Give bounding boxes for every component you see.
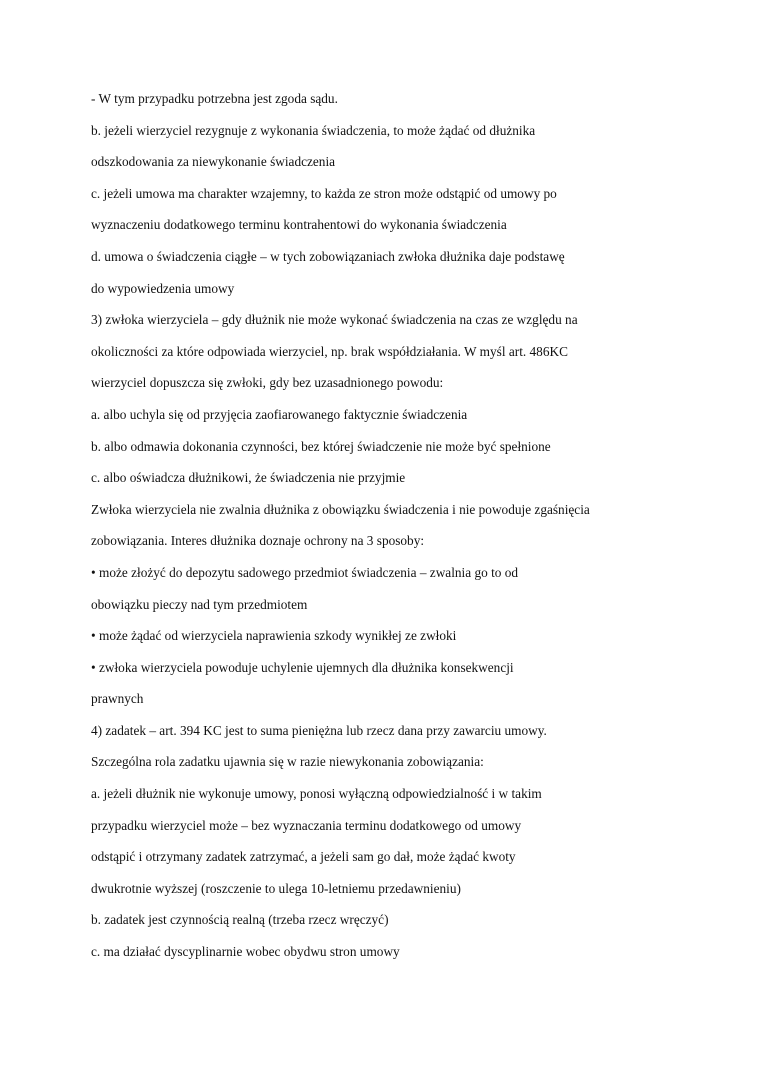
text-line: przypadku wierzyciel może – bez wyznaczania terminu dodatkowego od umowy <box>91 817 522 833</box>
text-line: • może żądać od wierzyciela naprawienia szkody wynikłej ze zwłoki <box>91 628 457 644</box>
text-line: dwukrotnie wyższej (roszczenie to ulega 10-letniemu przedawnieniu) <box>91 880 461 896</box>
text-line: zobowiązania. Interes dłużnika doznaje ochrony na 3 sposoby: <box>91 533 425 549</box>
text-line: b. zadatek jest czynnością realną (trzeba rzecz wręczyć) <box>91 912 389 928</box>
text-line: wierzyciel dopuszcza się zwłoki, gdy bez uzasadnionego powodu: <box>91 375 444 391</box>
text-line: a. albo uchyla się od przyjęcia zaofiarowanego faktycznie świadczenia <box>91 406 468 422</box>
text-line: c. ma działać dyscyplinarnie wobec obydwu stron umowy <box>91 944 400 960</box>
text-line: Szczególna rola zadatku ujawnia się w razie niewykonania zobowiązania: <box>91 754 484 770</box>
text-line: • może złożyć do depozytu sadowego przedmiot świadczenia – zwalnia go to od <box>91 564 519 580</box>
text-line: Zwłoka wierzyciela nie zwalnia dłużnika z obowiązku świadczenia i nie powoduje zgaśnięcia <box>91 501 590 517</box>
text-line: a. jeżeli dłużnik nie wykonuje umowy, ponosi wyłączną odpowiedzialność i w takim <box>91 786 542 802</box>
text-line: d. umowa o świadczenia ciągłe – w tych zobowiązaniach zwłoka dłużnika daje podstawę <box>91 248 565 264</box>
text-line: 3) zwłoka wierzyciela – gdy dłużnik nie może wykonać świadczenia na czas ze względu na <box>91 312 578 328</box>
text-line: c. albo oświadcza dłużnikowi, że świadczenia nie przyjmie <box>91 470 406 486</box>
text-line: odstąpić i otrzymany zadatek zatrzymać, a jeżeli sam go dał, może żądać kwoty <box>91 849 516 865</box>
text-line: • zwłoka wierzyciela powoduje uchylenie ujemnych dla dłużnika konsekwencji <box>91 659 514 675</box>
text-line: c. jeżeli umowa ma charakter wzajemny, to każda ze stron może odstąpić od umowy po <box>91 185 557 201</box>
text-line: odszkodowania za niewykonanie świadczenia <box>91 154 336 170</box>
text-line: obowiązku pieczy nad tym przedmiotem <box>91 596 308 612</box>
text-line: b. albo odmawia dokonania czynności, bez której świadczenie nie może być spełnione <box>91 438 551 454</box>
text-line: okoliczności za które odpowiada wierzyciel, np. brak współdziałania. W myśl art. 486KC <box>91 343 568 359</box>
document-body <box>91 89 691 974</box>
text-line: - W tym przypadku potrzebna jest zgoda sądu. <box>91 91 338 106</box>
text-line: 4) zadatek – art. 394 KC jest to suma pieniężna lub rzecz dana przy zawarciu umowy. <box>91 722 547 738</box>
text-line: prawnych <box>91 691 144 707</box>
text-line: wyznaczeniu dodatkowego terminu kontrahentowi do wykonania świadczenia <box>91 217 507 233</box>
text-line: do wypowiedzenia umowy <box>91 280 235 296</box>
text-line: b. jeżeli wierzyciel rezygnuje z wykonania świadczenia, to może żądać od dłużnika <box>91 122 536 138</box>
